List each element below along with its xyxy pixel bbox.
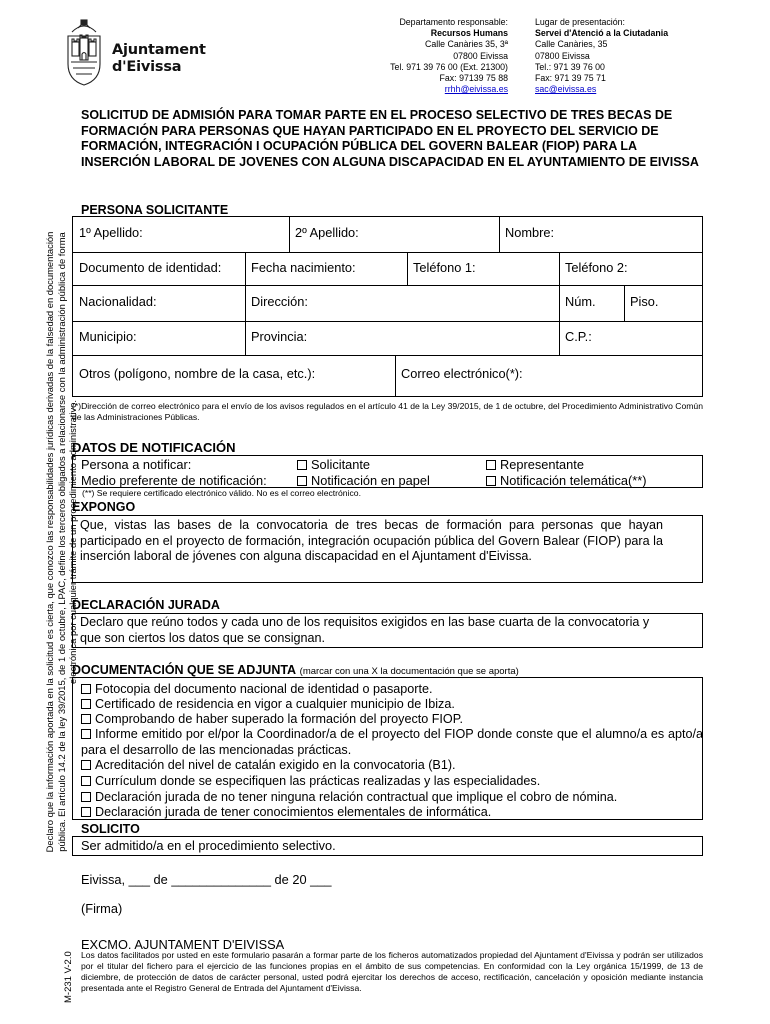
field-direccion[interactable]: Dirección: xyxy=(251,294,308,309)
documentacion-heading-row xyxy=(72,662,519,677)
doc-item[interactable]: Informe emitido por el/por la Coordinador/a de el proyecto del FIOP donde conste que el alumno/a es apto/a para el desarrollo de las mencionadas prácticas. xyxy=(81,727,703,757)
doc-item[interactable]: Declaración jurada de tener conocimientos elementales de informática. xyxy=(81,805,491,819)
lugar-name: Servei d'Atenció a la Ciutadania xyxy=(535,28,669,39)
logo-text-line1: Ajuntament xyxy=(112,42,206,58)
doc-checkbox[interactable] xyxy=(81,699,91,709)
correo-footnote: (*)Dirección de correo electrónico para el envío de los avisos regulados en el artículo 41 de la Ley 39/2015, de 1 de octubre, del Procedimiento Administrativo Común de las Administraciones Públicas. xyxy=(72,401,703,422)
firma-label: (Firma) xyxy=(81,901,123,916)
field-telefono2[interactable]: Teléfono 2: xyxy=(565,260,628,275)
document-title: SOLICITUD DE ADMISIÓN PARA TOMAR PARTE EN EL PROCESO SELECTIVO DE TRES BECAS DE FORMACIÓN PARA PERSONAS QUE HAYAN PARTICIPADO EN EL PROYECTO DEL SERVICIO DE FORMACIÓN, INTEGRACIÓN I OCUPACIÓN PÚBLICA DEL GOVERN BALEAR (FIOP) PARA LA INSERCIÓN LABORAL DE JOVENES CON ALGUNA DISCAPACIDAD EN EL AYUNTAMIENTO DE EIVISSA xyxy=(81,108,699,169)
opt-representante[interactable] xyxy=(486,457,584,472)
doc-item[interactable]: Declaración jurada de no tener ninguna relación contractual que implique el cobro de nómina. xyxy=(81,790,617,804)
solicito-heading: SOLICITO xyxy=(81,822,140,836)
field-apellido1[interactable]: 1º Apellido: xyxy=(79,225,143,240)
opt-papel-label: Notificación en papel xyxy=(311,473,430,488)
datos-notificacion-heading: DATOS DE NOTIFICACIÓN xyxy=(72,440,236,455)
field-correo-electronico[interactable]: Correo electrónico(*): xyxy=(401,366,523,381)
dept-fax: Fax: 97139 75 88 xyxy=(439,73,508,84)
doc-checkbox[interactable] xyxy=(81,714,91,724)
field-municipio[interactable]: Municipio: xyxy=(79,329,137,344)
form-code: M-231 V-2.0 xyxy=(63,951,74,1003)
lugar-presentacion-block xyxy=(535,17,745,95)
doc-item[interactable]: Acreditación del nivel de catalán exigido en la convocatoria (B1). xyxy=(81,758,456,772)
opt-telematica-label: Notificación telemática(**) xyxy=(500,473,647,488)
field-otros-direccion[interactable]: Otros (polígono, nombre de la casa, etc.): xyxy=(79,366,316,381)
doc-item[interactable]: Comprobando de haber superado la formación del proyecto FIOP. xyxy=(81,712,463,726)
lugar-label: Lugar de presentación: xyxy=(535,17,625,27)
opt-solicitante[interactable] xyxy=(297,457,370,472)
field-nombre[interactable]: Nombre: xyxy=(505,225,555,240)
solicito-text: Ser admitido/a en el procedimiento selectivo. xyxy=(81,838,336,853)
lugar-city: 07800 Eivissa xyxy=(535,50,590,61)
field-telefono1[interactable]: Teléfono 1: xyxy=(413,260,476,275)
certificado-footnote: (**) Se requiere certificado electrónico válido. No es el correo electrónico. xyxy=(82,488,361,498)
field-piso[interactable]: Piso. xyxy=(630,294,659,309)
checkbox-solicitante[interactable] xyxy=(297,460,307,470)
lugar-address: Calle Canàries, 35 xyxy=(535,39,608,50)
proteccion-datos-footer: Los datos facilitados por usted en este formulario pasarán a formar parte de los ficheros automatizados propiedad del Ajuntament d'Eivissa y podrán ser utilizados por el titular del fichero para el ejercicio de las funciones propias en el ámbito de sus competencias. En conformidad con la Ley orgánica 15/1999, de 13 de diciembre, de protección de datos de carácter personal, usted podrá ejercitar los derechos de acceso, rectificación, cancelación y oposición mediante instancia presentada ante el Registro General de Entrada del Ajuntament d'Eivissa. xyxy=(81,950,703,993)
doc-item[interactable]: Currículum donde se especifiquen las prácticas realizadas y las especialidades. xyxy=(81,774,540,788)
persona-solicitante-heading: PERSONA SOLICITANTE xyxy=(81,203,229,217)
checkbox-representante[interactable] xyxy=(486,460,496,470)
persona-solicitante-grid xyxy=(72,216,703,397)
destinatario: EXCMO. AJUNTAMENT D'EIVISSA xyxy=(81,937,285,952)
doc-checkbox[interactable] xyxy=(81,776,91,786)
field-numero[interactable]: Núm. xyxy=(565,294,596,309)
medio-notificacion-label: Medio preferente de notificación: xyxy=(81,473,267,488)
ajuntament-logo-text xyxy=(112,42,206,76)
notificacion-box xyxy=(72,455,703,488)
dept-name: Recursos Humans xyxy=(430,28,508,39)
opt-telematica[interactable] xyxy=(486,473,647,488)
persona-notificar-label: Persona a notificar: xyxy=(81,457,192,472)
field-fecha-nacimiento[interactable]: Fecha nacimiento: xyxy=(251,260,356,275)
doc-checkbox[interactable] xyxy=(81,729,91,739)
documentacion-hint: (marcar con una X la documentación que se aporta) xyxy=(299,666,519,677)
opt-papel[interactable] xyxy=(297,473,430,488)
side-legal-text: Declaro que la información aportada en la solicitud es cierta, que conozco las responsabilidades jurídicas derivadas de la falsedad en documentación pública. El artículo 14.2 de la ley 39/2015, de 1 de octubre, LPAC, define los terceros obligados a relacionarse con la administración pública de forma electrónica por cualquier trámite de un procedimiento administrativo. xyxy=(44,231,79,853)
field-documento-identidad[interactable]: Documento de identidad: xyxy=(79,260,222,275)
expongo-heading: EXPONGO xyxy=(72,500,136,514)
checkbox-papel[interactable] xyxy=(297,476,307,486)
field-apellido2[interactable]: 2º Apellido: xyxy=(295,225,359,240)
field-codigo-postal[interactable]: C.P.: xyxy=(565,329,592,344)
field-nacionalidad[interactable]: Nacionalidad: xyxy=(79,294,157,309)
lugar-email-link[interactable]: sac@eivissa.es xyxy=(535,84,597,95)
department-block xyxy=(360,17,508,95)
opt-solicitante-label: Solicitante xyxy=(311,457,371,472)
opt-representante-label: Representante xyxy=(500,457,584,472)
dept-label: Departamento responsable: xyxy=(399,17,508,27)
checkbox-telematica[interactable] xyxy=(486,476,496,486)
doc-checkbox[interactable] xyxy=(81,792,91,802)
dept-address: Calle Canàries 35, 3ª xyxy=(425,39,508,50)
fecha-linea[interactable]: Eivissa, ___ de ______________ de 20 ___ xyxy=(81,872,332,887)
doc-item[interactable]: Certificado de residencia en vigor a cualquier municipio de Ibiza. xyxy=(81,697,455,711)
doc-checkbox[interactable] xyxy=(81,807,91,817)
expongo-text: Que, vistas las bases de la convocatoria de tres becas de formación para personas que hayan participado en el proyecto de formación, integración ocupación pública del Govern Balear (FIOP) para la inserción laboral de jóvenes con alguna discapacidad en el Ajuntament d'Eivissa. xyxy=(80,518,663,564)
declaracion-jurada-heading: DECLARACIÓN JURADA xyxy=(72,598,220,612)
field-provincia[interactable]: Provincia: xyxy=(251,329,308,344)
doc-checkbox[interactable] xyxy=(81,760,91,770)
documentacion-heading: DOCUMENTACIÓN QUE SE ADJUNTA xyxy=(72,663,297,677)
lugar-phone: Tel.: 971 39 76 00 xyxy=(535,61,605,72)
ajuntament-crest-logo xyxy=(62,18,106,88)
logo-text-line2: d'Eivissa xyxy=(112,59,182,75)
doc-checkbox[interactable] xyxy=(81,684,91,694)
lugar-fax: Fax: 971 39 75 71 xyxy=(535,73,606,84)
dept-email-link[interactable]: rrhh@eivissa.es xyxy=(444,84,508,95)
doc-item[interactable]: Fotocopia del documento nacional de identidad o pasaporte. xyxy=(81,682,432,696)
dept-city: 07800 Eivissa xyxy=(453,50,508,61)
declaracion-text: Declaro que reúno todos y cada uno de los requisitos exigidos en las base cuarta de la convocatoria y que son ciertos los datos que se consignan. xyxy=(80,615,650,645)
dept-phone: Tel. 971 39 76 00 (Ext. 21300) xyxy=(390,61,508,72)
